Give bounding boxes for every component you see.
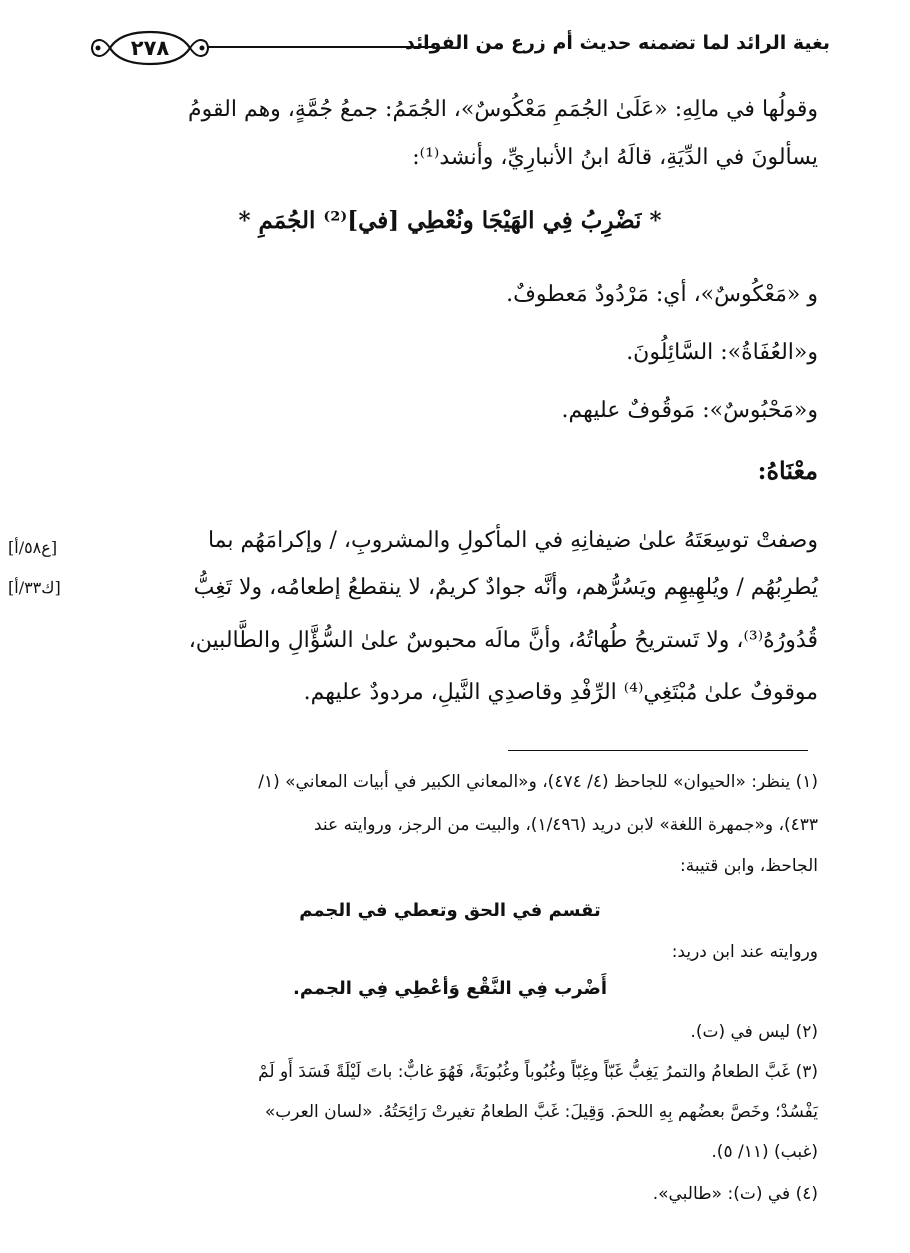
section-heading: معْنَاهُ:	[757, 456, 818, 485]
body-line: يسألونَ في الدِّيَةِ، قالَهُ ابنُ الأنبارِيِّ، وأنشد⁽¹⁾:	[412, 145, 818, 170]
meaning-line: قُدُورُهُ⁽³⁾، ولا تَستريحُ طُهاتُهُ، وأنَّ مالَه محبوسٌ علىٰ السُّؤَّالِ والطَّالبين،	[188, 628, 818, 653]
footnote-line: ٤٣٣)، و«جمهرة اللغة» لابن دريد (١/٤٩٦)، والبيت من الرجز، وروايته عند	[314, 815, 818, 835]
footnote-verse: تقسم في الحق وتعطي في الجمم	[299, 900, 601, 921]
footnote-line: وروايته عند ابن دريد:	[671, 942, 818, 962]
footnote-line: الجاحظ، وابن قتيبة:	[680, 856, 818, 876]
margin-reference: [ك٣٣/أ]	[8, 578, 61, 597]
body-line: وقولُها في مالِهِ: «عَلَىٰ الجُمَمِ مَعْكُوسٌ»، الجُمَمُ: جمعُ جُمَّةٍ، وهم القومُ	[188, 97, 818, 122]
poetry-verse: * نَضْرِبُ فِي الهَيْجَا ونُعْطِي [في]⁽²⁾ الجُمَمِ *	[238, 207, 662, 234]
footnote-verse: أَضْرب فِي النَّقْع وَأعْطِي فِي الجمم.	[292, 978, 608, 999]
gloss-line: و «مَعْكُوسٌ»، أي: مَرْدُودٌ مَعطوفٌ.	[506, 282, 818, 307]
meaning-line: يُطرِبُهُم / ويُلهِيهِم ويَسُرُّهم، وأنَّه جوادٌ كريمٌ، لا ينقطعُ إطعامُه، ولا تَغِبُّ	[193, 575, 818, 600]
meaning-line: موقوفٌ علىٰ مُبْتَغِي⁽⁴⁾ الرِّفْدِ وقاصدِي النَّيلِ، مردودٌ عليهم.	[303, 680, 818, 705]
gloss-line: و«مَحْبُوسٌ»: مَوقُوفٌ عليهم.	[561, 398, 818, 423]
page-header	[90, 24, 830, 74]
footnote-line: (١) ينظر: «الحيوان» للجاحظ (٤/ ٤٧٤)، و«المعاني الكبير في أبيات المعاني» (١/	[258, 772, 818, 792]
gloss-line: و«العُفَاةُ»: السَّائِلُونَ.	[626, 340, 818, 365]
footnote-line: (٣) غَبَّ الطعامُ والتمرُ يَغِبُّ غَبّاً وغِبّاً وغُبُوباً وغُبُوبَةً، فَهُوَ غابٌّ: باتَ لَيْلَةً فَسَدَ أَو لَمْ	[258, 1062, 818, 1082]
page-number: ٢٧٨	[130, 36, 170, 60]
meaning-line: وصفتْ توسِعَتَهُ علىٰ ضيفانِهِ في المأكولِ والمشروبِ، / وإكرامَهُم بما	[207, 528, 818, 553]
footnote-line: (٢) ليس في (ت).	[690, 1022, 818, 1042]
header-rule	[208, 46, 435, 48]
footnote-separator	[508, 750, 808, 751]
margin-reference: [ع٥٨/أ]	[8, 538, 58, 557]
footnote-line: يَفْسُدْ؛ وخَصَّ بعضُهم بِهِ اللحمَ. وَقِيلَ: غَبَّ الطعامُ تغيرتْ رَائِحَتُهُ. «لسان العرب»	[264, 1102, 818, 1122]
running-title: بغية الرائد لما تضمنه حديث أم زرع من الفوائد	[405, 32, 830, 54]
footnote-line: (٤) في (ت): «طالبي».	[652, 1184, 818, 1204]
footnote-line: (غبب) (١١/ ٥).	[711, 1142, 818, 1162]
